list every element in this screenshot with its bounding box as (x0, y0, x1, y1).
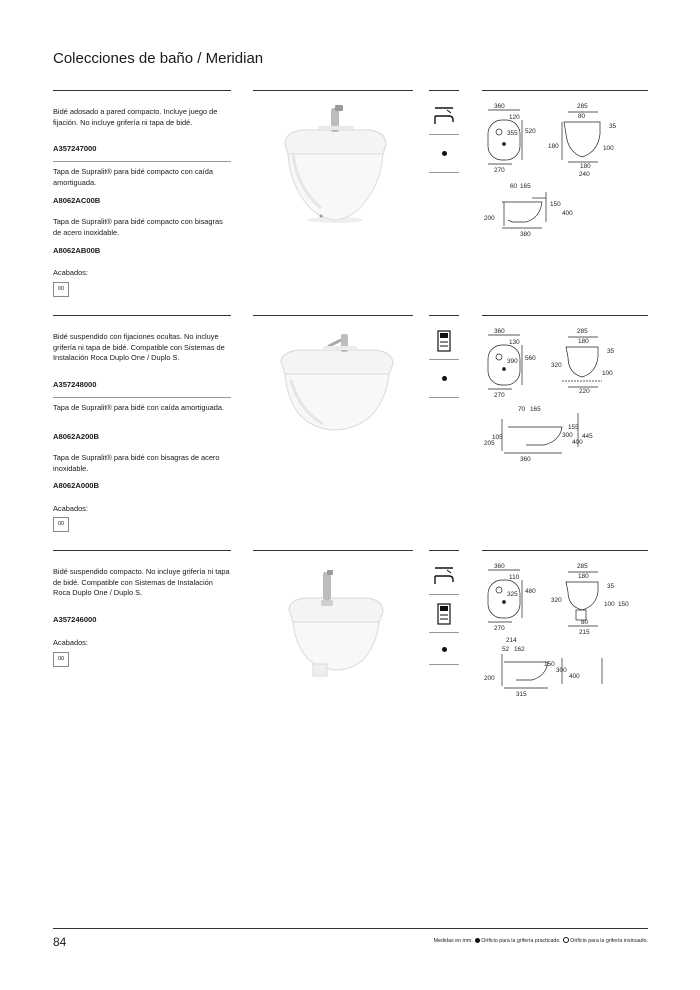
dimension-label: 180 (578, 338, 589, 345)
divider (53, 161, 231, 162)
footer-legend (434, 937, 648, 944)
dimension-label: 180 (548, 143, 559, 150)
dimension-label: 300 (562, 432, 573, 439)
dimension-label: 52 (502, 646, 510, 653)
mount-type-cell (429, 564, 459, 594)
dimension-label: 285 (577, 103, 588, 110)
accessory-description: Tapa de Supralit® para bidé con caída amortiguada. (53, 403, 225, 412)
dimension-label: 35 (607, 583, 615, 590)
dimension-label: 200 (484, 215, 495, 222)
divider (429, 397, 459, 398)
product-code: A357248000 (53, 380, 97, 389)
dimension-label: 270 (494, 392, 505, 399)
tap-hole-practiced-icon (442, 151, 447, 156)
divider (482, 315, 648, 316)
finish-swatch[interactable]: 00 (53, 652, 69, 667)
divider (482, 90, 648, 91)
dimension-label: 285 (577, 328, 588, 335)
dimension-label: 445 (582, 433, 593, 440)
dimension-label: 155 (568, 424, 579, 431)
dimension-label: 165 (520, 183, 531, 190)
product-photo (273, 102, 398, 227)
accessory-code: A8062A200B (53, 432, 100, 441)
dimension-label: 60 (510, 183, 518, 190)
dimension-label: 285 (577, 563, 588, 570)
dimension-label: 400 (569, 673, 580, 680)
divider (253, 315, 413, 316)
product-description: Bidé suspendido compacto. No incluye grifería ni tapa de bidé. Compatible con Sistemas de Instalación Roca Duplo One / Duplo S. (53, 567, 230, 598)
wall-hung-bidet-icon (429, 104, 459, 126)
accessory-description: Tapa de Supralit® para bidé con bisagras de acero inoxidable. (53, 453, 220, 473)
dimension-label: 360 (520, 456, 531, 463)
dimension-label: 320 (551, 597, 562, 604)
dimension-label: 120 (509, 114, 520, 121)
dimension-label: 360 (494, 328, 505, 335)
dimension-label: 35 (607, 348, 615, 355)
dimension-label: 110 (509, 574, 520, 581)
product-photo (275, 570, 395, 690)
divider (53, 90, 231, 91)
accessory-code: A8062AB00B (53, 246, 101, 255)
product-section-1 (53, 90, 648, 310)
finish-swatch[interactable]: 00 (53, 282, 69, 297)
dimension-label: 400 (572, 439, 583, 446)
dimension-label: 205 (484, 440, 495, 447)
finish-swatch[interactable]: 00 (53, 517, 69, 532)
mount-type-cell (429, 104, 459, 134)
product-photo (271, 330, 401, 440)
divider (429, 172, 459, 173)
divider (429, 134, 459, 135)
dimension-label: 100 (603, 145, 614, 152)
product-description: Bidé adosado a pared compacto. Incluye juego de fijación. No incluye grifería ni tapa de bidé. (53, 107, 218, 127)
dimension-label: 150 (550, 201, 561, 208)
filled-dot-icon (475, 938, 480, 943)
tap-hole-practiced-icon (442, 647, 447, 652)
dimension-label: 150 (544, 661, 555, 668)
accessory-description: Tapa de Supralit® para bidé compacto con caída amortiguada. (53, 167, 213, 187)
dimension-label: 200 (484, 675, 495, 682)
divider (53, 315, 231, 316)
divider (429, 664, 459, 665)
dimension-label: 180 (580, 163, 591, 170)
dimension-label: 165 (530, 406, 541, 413)
divider (429, 90, 459, 91)
divider (53, 397, 231, 398)
dimension-label: 320 (551, 362, 562, 369)
divider (429, 550, 459, 551)
technical-drawing (482, 327, 648, 467)
tap-hole-practiced-icon (442, 376, 447, 381)
divider (429, 632, 459, 633)
dimension-label: 360 (494, 563, 505, 570)
dimension-label: 220 (579, 388, 590, 395)
hollow-circle-icon (563, 937, 569, 943)
dimension-label: 355 (507, 130, 518, 137)
divider (429, 315, 459, 316)
mount-type-cell (429, 329, 459, 359)
product-description: Bidé suspendido con fijaciones ocultas. No incluye grifería ni tapa de bidé. Compatible con Sistemas de Instalación Roca Duplo One / Duplo S. (53, 332, 225, 363)
dimension-label: 130 (509, 339, 520, 346)
wall-hung-bidet-icon (429, 564, 459, 586)
dimension-label: 100 (604, 601, 615, 608)
frame-type-cell (429, 602, 459, 632)
dimension-label: 360 (494, 103, 505, 110)
divider (253, 550, 413, 551)
dimension-label: 380 (520, 231, 531, 238)
finishes-label: Acabados: (53, 268, 88, 277)
technical-drawing (482, 102, 648, 242)
product-section-3 (53, 550, 648, 720)
dimension-label: 480 (525, 588, 536, 595)
divider (253, 90, 413, 91)
dimension-label: 270 (494, 167, 505, 174)
dimension-label: 325 (507, 591, 518, 598)
product-code: A357246000 (53, 615, 97, 624)
dimension-label: 80 (581, 619, 589, 626)
dimension-label: 150 (618, 601, 629, 608)
footer-divider (53, 928, 648, 929)
page-title: Colecciones de baño / Meridian (53, 50, 264, 67)
dimension-label: 400 (562, 210, 573, 217)
installation-frame-icon (429, 602, 459, 626)
divider (482, 550, 648, 551)
finishes-label: Acabados: (53, 638, 88, 647)
legend-practiced: Orificio para la grifería practicado. (481, 938, 561, 944)
dimension-label: 390 (507, 358, 518, 365)
dimension-label: 520 (525, 128, 536, 135)
dimension-label: 300 (556, 667, 567, 674)
installation-frame-icon (429, 329, 459, 353)
dimension-label: 162 (514, 646, 525, 653)
dimension-label: 105 (492, 434, 503, 441)
dimension-label: 35 (609, 123, 617, 130)
dimension-label: 240 (579, 171, 590, 178)
page-number: 84 (53, 935, 67, 949)
dimension-label: 270 (494, 625, 505, 632)
accessory-code: A8062A000B (53, 481, 100, 490)
finishes-label: Acabados: (53, 504, 88, 513)
dimension-label: 215 (579, 629, 590, 636)
legend-prefix: Medidas en mm. (433, 938, 473, 944)
dimension-label: 80 (578, 113, 586, 120)
divider (53, 550, 231, 551)
legend-insinuated: Orificio para la grifería insinuado. (570, 938, 648, 944)
dimension-label: 560 (525, 355, 536, 362)
divider (429, 359, 459, 360)
dimension-label: 70 (518, 406, 526, 413)
product-code: A357247000 (53, 144, 97, 153)
dimension-label: 214 (506, 637, 517, 644)
product-section-2 (53, 315, 648, 545)
technical-drawing (482, 562, 648, 702)
accessory-description: Tapa de Supralit® para bidé compacto con bisagras de acero inoxidable. (53, 217, 223, 237)
dimension-label: 180 (578, 573, 589, 580)
accessory-code: A8062AC00B (53, 196, 101, 205)
dimension-label: 315 (516, 691, 527, 698)
divider (429, 594, 459, 595)
dimension-label: 100 (602, 370, 613, 377)
